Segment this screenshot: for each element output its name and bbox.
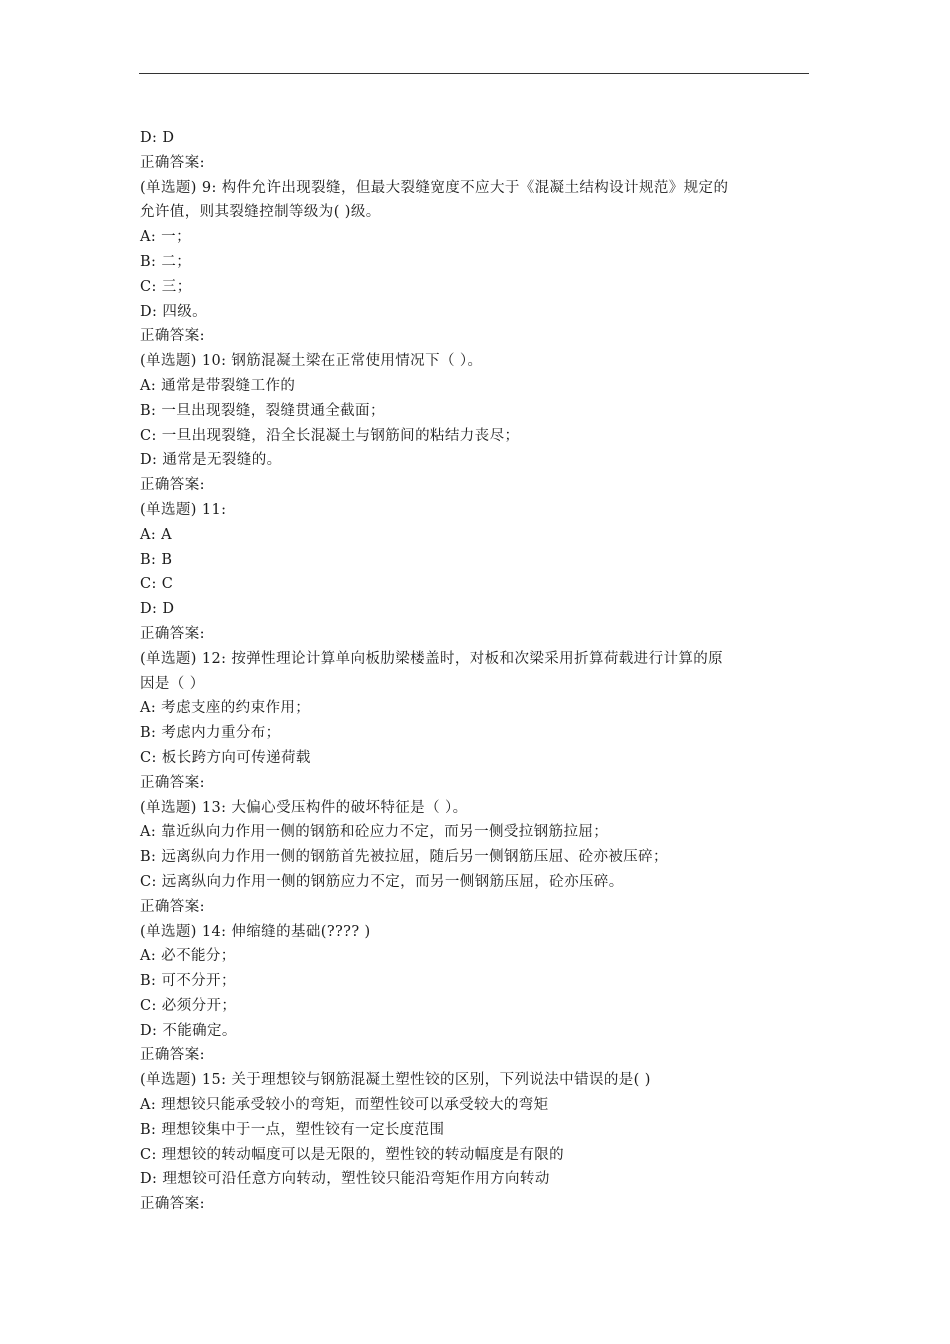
option-c: C: 远离纵向力作用一侧的钢筋应力不定，而另一侧钢筋压屈，砼亦压碎。 xyxy=(140,873,624,890)
answer-label: 正确答案: xyxy=(140,328,205,345)
option-b: B: 一旦出现裂缝，裂缝贯通全截面； xyxy=(140,402,385,419)
option-d: D: 通常是无裂缝的。 xyxy=(140,452,282,469)
question-text: (单选题) 14: 伸缩缝的基础(???? ) xyxy=(140,923,371,940)
option-b: B: 远离纵向力作用一侧的钢筋首先被拉屈，随后另一侧钢筋压屈、砼亦被压碎； xyxy=(140,849,668,866)
option-d: D: 四级。 xyxy=(140,303,208,320)
option-c: C: 板长跨方向可传递荷载 xyxy=(140,749,311,766)
option-a: A: 必不能分； xyxy=(140,948,236,965)
answer-label: 正确答案: xyxy=(140,1047,205,1064)
option-c: C: 一旦出现裂缝，沿全长混凝土与钢筋间的粘结力丧尽； xyxy=(140,427,520,444)
option-b: B: 考虑内力重分布； xyxy=(140,725,281,742)
answer-label: 正确答案: xyxy=(140,477,205,494)
option-d: D: D xyxy=(140,130,175,146)
option-a: A: 理想铰只能承受较小的弯矩，而塑性铰可以承受较大的弯矩 xyxy=(140,1097,549,1114)
option-d: D: 不能确定。 xyxy=(140,1022,237,1039)
option-c: C: C xyxy=(140,576,174,593)
question-text: (单选题) 10: 钢筋混凝土梁在正常使用情况下（ ）。 xyxy=(140,353,483,370)
option-a: A: A xyxy=(140,526,173,543)
option-c: C: 必须分开； xyxy=(140,997,237,1014)
option-b: B: 二； xyxy=(140,253,192,270)
answer-label: 正确答案: xyxy=(140,774,205,791)
option-d: D: D xyxy=(140,601,175,618)
option-a: A: 一； xyxy=(140,229,191,246)
question-text-continued: 因是（ ） xyxy=(140,675,205,692)
option-c: C: 理想铰的转动幅度可以是无限的，塑性铰的转动幅度是有限的 xyxy=(140,1146,565,1163)
answer-label: 正确答案: xyxy=(140,625,205,642)
question-text: (单选题) 12: 按弹性理论计算单向板肋梁楼盖时，对板和次梁采用折算荷载进行计算的原 xyxy=(140,650,724,667)
document-body xyxy=(140,126,820,1217)
option-a: A: 靠近纵向力作用一侧的钢筋和砼应力不定，而另一侧受拉钢筋拉屈； xyxy=(140,824,609,841)
question-text: (单选题) 15: 关于理想铰与钢筋混凝土塑性铰的区别，下列说法中错误的是( ) xyxy=(140,1072,651,1089)
option-a: A: 考虑支座的约束作用； xyxy=(140,700,311,717)
option-d: D: 理想铰可沿任意方向转动，塑性铰只能沿弯矩作用方向转动 xyxy=(140,1171,550,1188)
option-b: B: B xyxy=(140,551,173,568)
answer-label: 正确答案: xyxy=(140,154,205,171)
option-b: B: 可不分开； xyxy=(140,973,236,990)
answer-label: 正确答案: xyxy=(140,1196,205,1213)
question-text: (单选题) 11: xyxy=(140,501,227,518)
question-text: (单选题) 13: 大偏心受压构件的破坏特征是（ ）。 xyxy=(140,799,468,816)
answer-label: 正确答案: xyxy=(140,898,205,915)
option-b: B: 理想铰集中于一点，塑性铰有一定长度范围 xyxy=(140,1121,445,1138)
question-text: (单选题) 9: 构件允许出现裂缝，但最大裂缝宽度不应大于《混凝土结构设计规范》规定的 xyxy=(140,179,729,196)
option-c: C: 三； xyxy=(140,278,192,295)
header-rule xyxy=(139,73,809,74)
question-text-continued: 允许值，则其裂缝控制等级为( )级。 xyxy=(140,204,381,221)
option-a: A: 通常是带裂缝工作的 xyxy=(140,377,296,394)
